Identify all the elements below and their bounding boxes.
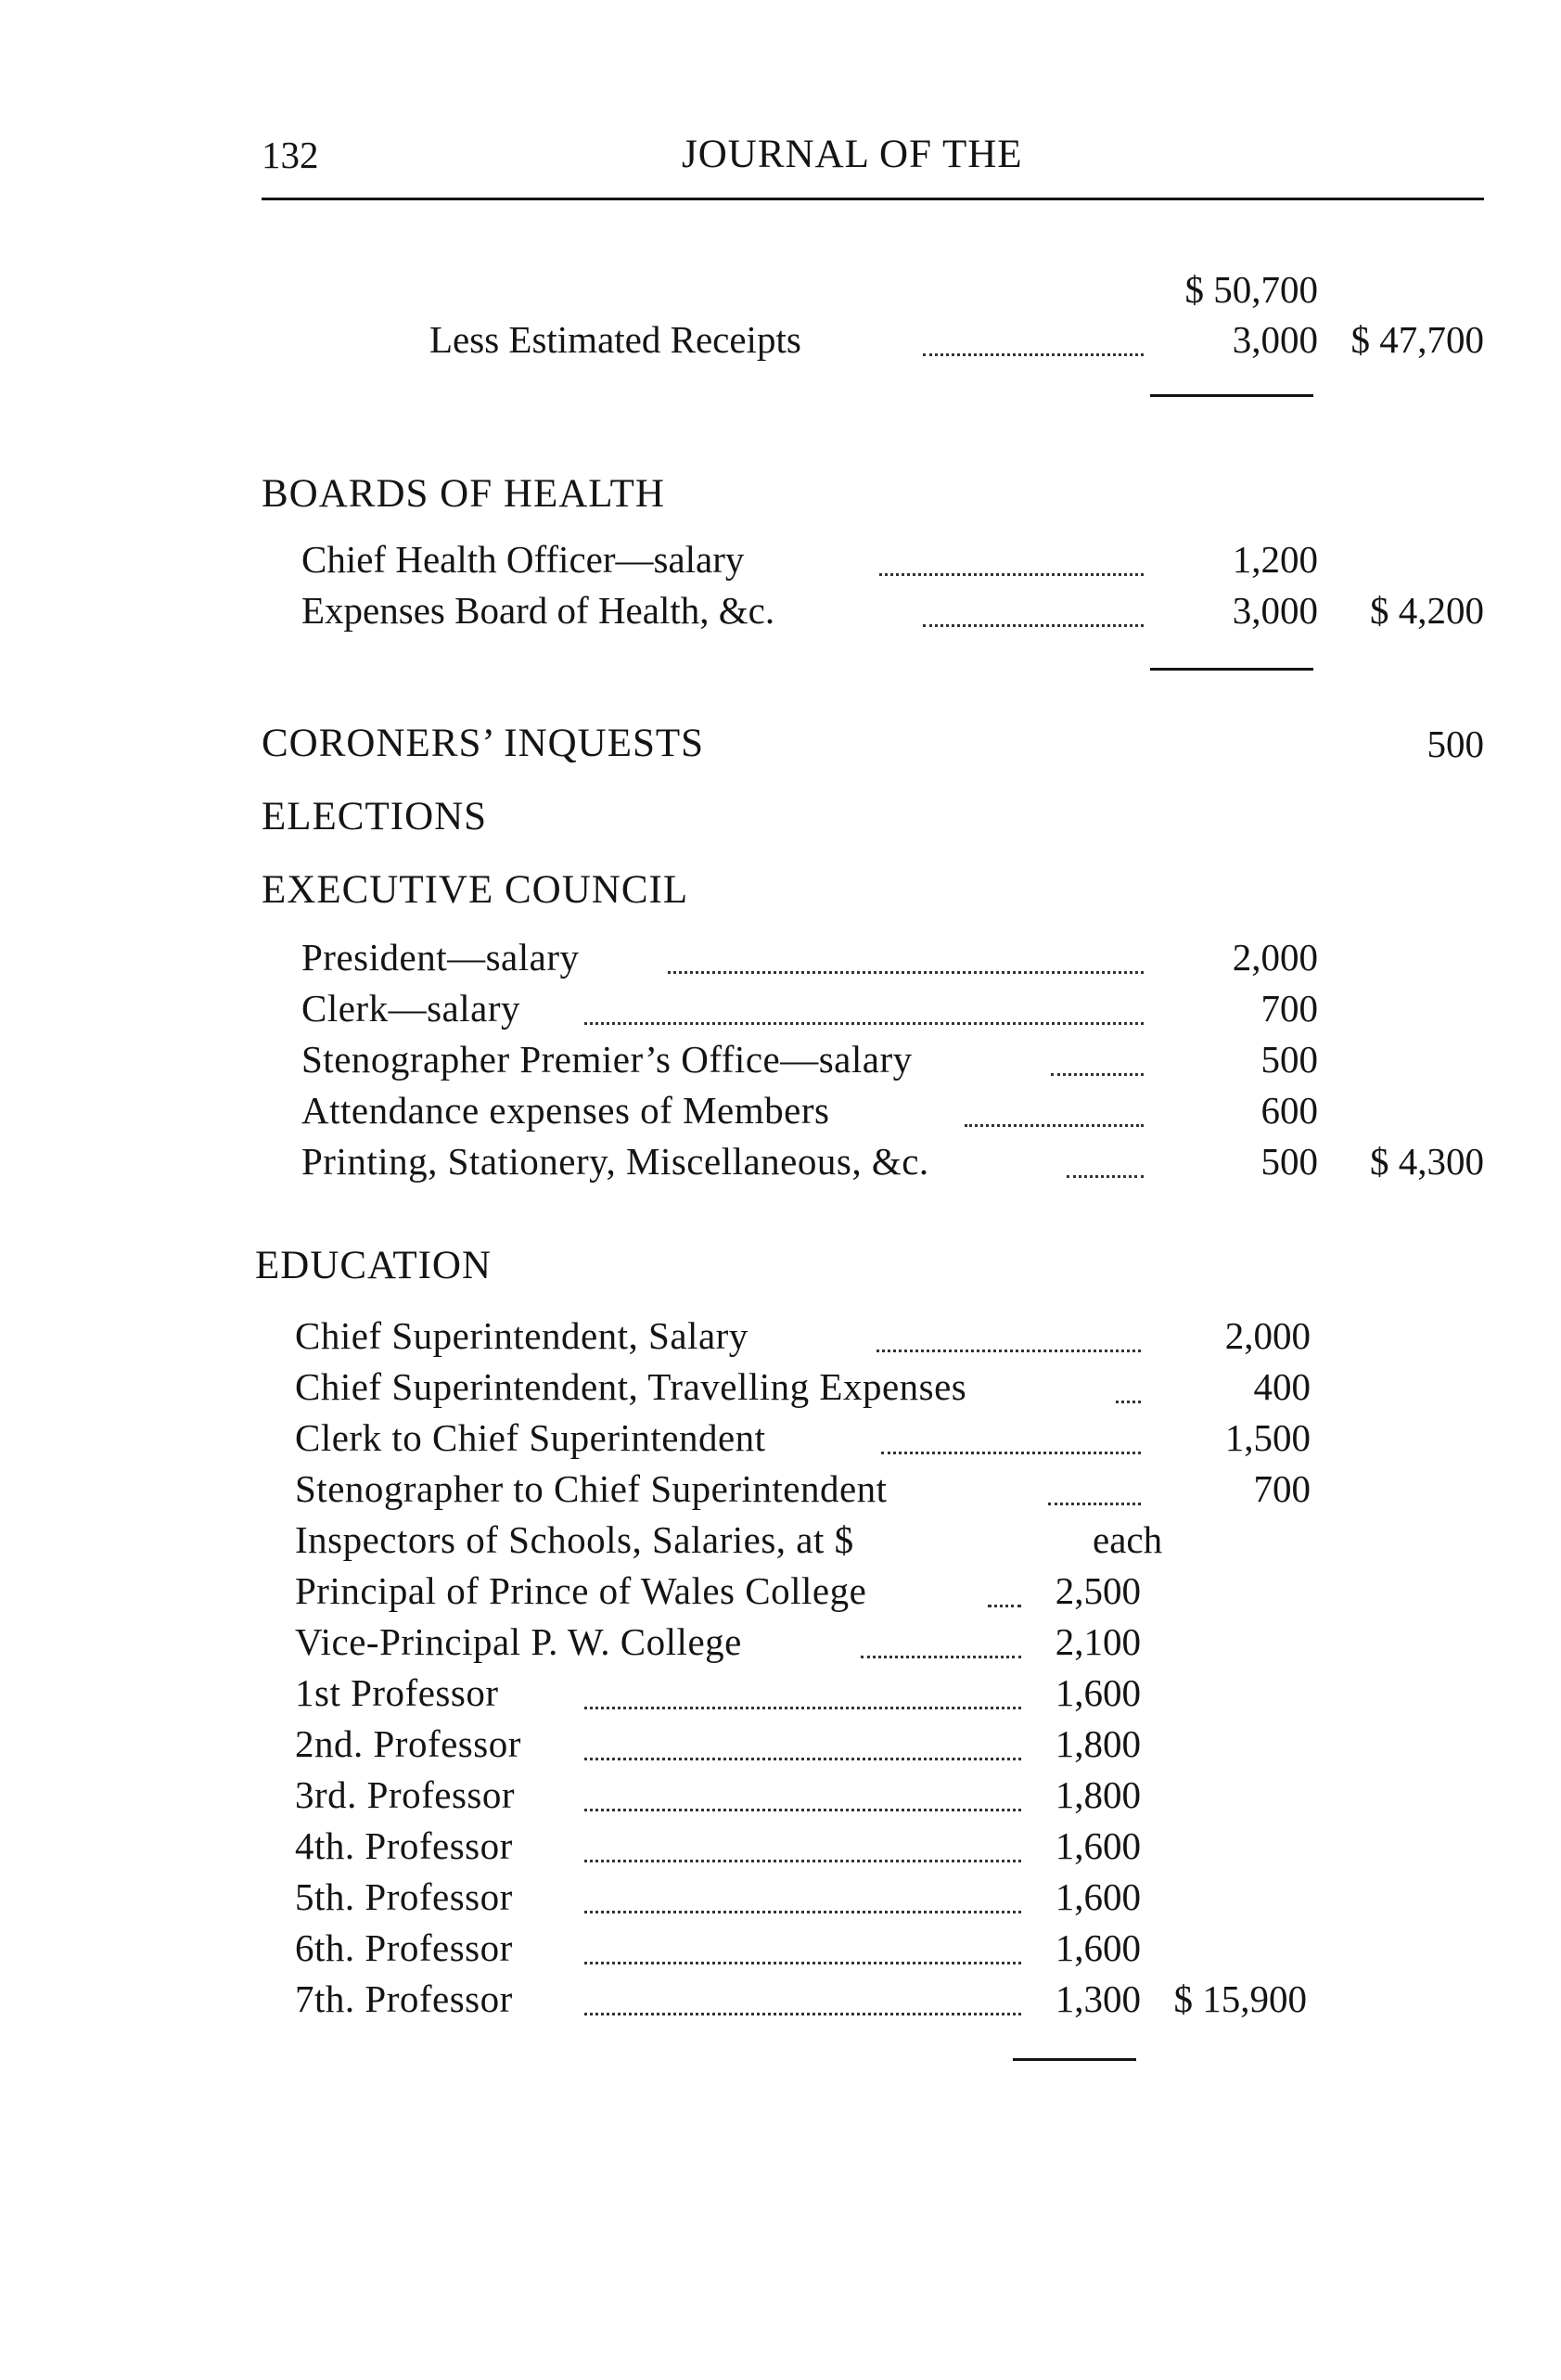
leader-dots (668, 971, 1144, 974)
staff-label: 4th. Professor (295, 1824, 513, 1867)
line-item-amount: 1,200 (1232, 538, 1318, 581)
line-item-label: Chief Superintendent, Salary (295, 1314, 749, 1357)
less-receipts-label: Less Estimated Receipts (429, 318, 801, 361)
net-total: $ 47,700 (1350, 318, 1484, 361)
section-heading-boards-of-health: BOARDS OF HEALTH (262, 472, 665, 516)
line-item-label: Chief Superintendent, Travelling Expenses (295, 1365, 967, 1408)
section-heading-executive-council: EXECUTIVE COUNCIL (262, 868, 689, 912)
line-item-label: Stenographer Premier’s Office—salary (301, 1038, 913, 1081)
staff-label: 2nd. Professor (295, 1722, 521, 1765)
line-item-amount: 3,000 (1232, 589, 1318, 632)
leader-dots (881, 1452, 1141, 1454)
staff-amount: 1,800 (1055, 1773, 1141, 1816)
staff-label: 5th. Professor (295, 1875, 513, 1918)
line-item-label: President—salary (301, 936, 580, 979)
staff-label: 1st Professor (295, 1671, 499, 1714)
staff-amount: 1,600 (1055, 1875, 1141, 1918)
subtotal-rule (1150, 668, 1313, 671)
line-item-amount: 500 (1260, 1140, 1318, 1183)
section-heading-elections: ELECTIONS (262, 795, 488, 838)
staff-amount: 1,800 (1055, 1722, 1141, 1765)
staff-label: 6th. Professor (295, 1926, 513, 1969)
leader-dots (879, 573, 1144, 576)
less-receipts-amount: 3,000 (1232, 318, 1318, 361)
leader-dots (1051, 1073, 1144, 1076)
section-total: $ 15,900 (1173, 1977, 1307, 2020)
line-item-amount: 700 (1253, 1467, 1311, 1510)
line-item-label: Attendance expenses of Members (301, 1089, 830, 1132)
section-total: $ 4,200 (1370, 589, 1484, 632)
staff-amount: 1,600 (1055, 1824, 1141, 1867)
section-total: 500 (1427, 723, 1484, 765)
staff-amount: 2,500 (1055, 1569, 1141, 1612)
line-item-label: Clerk to Chief Superintendent (295, 1416, 766, 1459)
inspectors-label: Inspectors of Schools, Salaries, at $ (295, 1518, 854, 1561)
staff-label: Vice-Principal P. W. College (295, 1620, 742, 1663)
leader-dots (584, 1022, 1144, 1025)
leader-dots (923, 353, 1144, 356)
inspectors-each: each (1093, 1518, 1163, 1561)
running-title: JOURNAL OF THE (682, 133, 1023, 176)
header-rule (262, 198, 1484, 200)
line-item-label: Clerk—salary (301, 987, 520, 1030)
staff-amount: 1,600 (1055, 1671, 1141, 1714)
staff-label: 7th. Professor (295, 1977, 513, 2020)
line-item-label: Chief Health Officer—salary (301, 538, 745, 581)
section-heading-coroners-inquests: CORONERS’ INQUESTS (262, 722, 705, 765)
line-item-amount: 700 (1260, 987, 1318, 1030)
staff-amount: 1,600 (1055, 1926, 1141, 1969)
line-item-amount: 500 (1260, 1038, 1318, 1081)
line-item-amount: 2,000 (1232, 936, 1318, 979)
staff-amount: 1,300 (1055, 1977, 1141, 2020)
section-total: $ 4,300 (1370, 1140, 1484, 1183)
leader-dots (923, 624, 1144, 627)
line-item-label: Stenographer to Chief Superintendent (295, 1467, 888, 1510)
line-item-label: Expenses Board of Health, &c. (301, 589, 775, 632)
line-item-amount: 2,000 (1224, 1314, 1311, 1357)
page-number: 132 (262, 134, 319, 176)
subtotal-rule (1013, 2058, 1136, 2061)
leader-dots (965, 1124, 1144, 1127)
line-item-amount: 1,500 (1224, 1416, 1311, 1459)
staff-amount: 2,100 (1055, 1620, 1141, 1663)
staff-label: Principal of Prince of Wales College (295, 1569, 867, 1612)
line-item-amount: 600 (1260, 1089, 1318, 1132)
line-item-amount: 400 (1253, 1365, 1311, 1408)
staff-label: 3rd. Professor (295, 1773, 516, 1816)
carried-subtotal: $ 50,700 (1184, 268, 1318, 311)
section-heading-education: EDUCATION (255, 1244, 493, 1287)
subtotal-rule (1150, 394, 1313, 397)
leader-dots (876, 1350, 1141, 1352)
line-item-label: Printing, Stationery, Miscellaneous, &c. (301, 1140, 929, 1183)
